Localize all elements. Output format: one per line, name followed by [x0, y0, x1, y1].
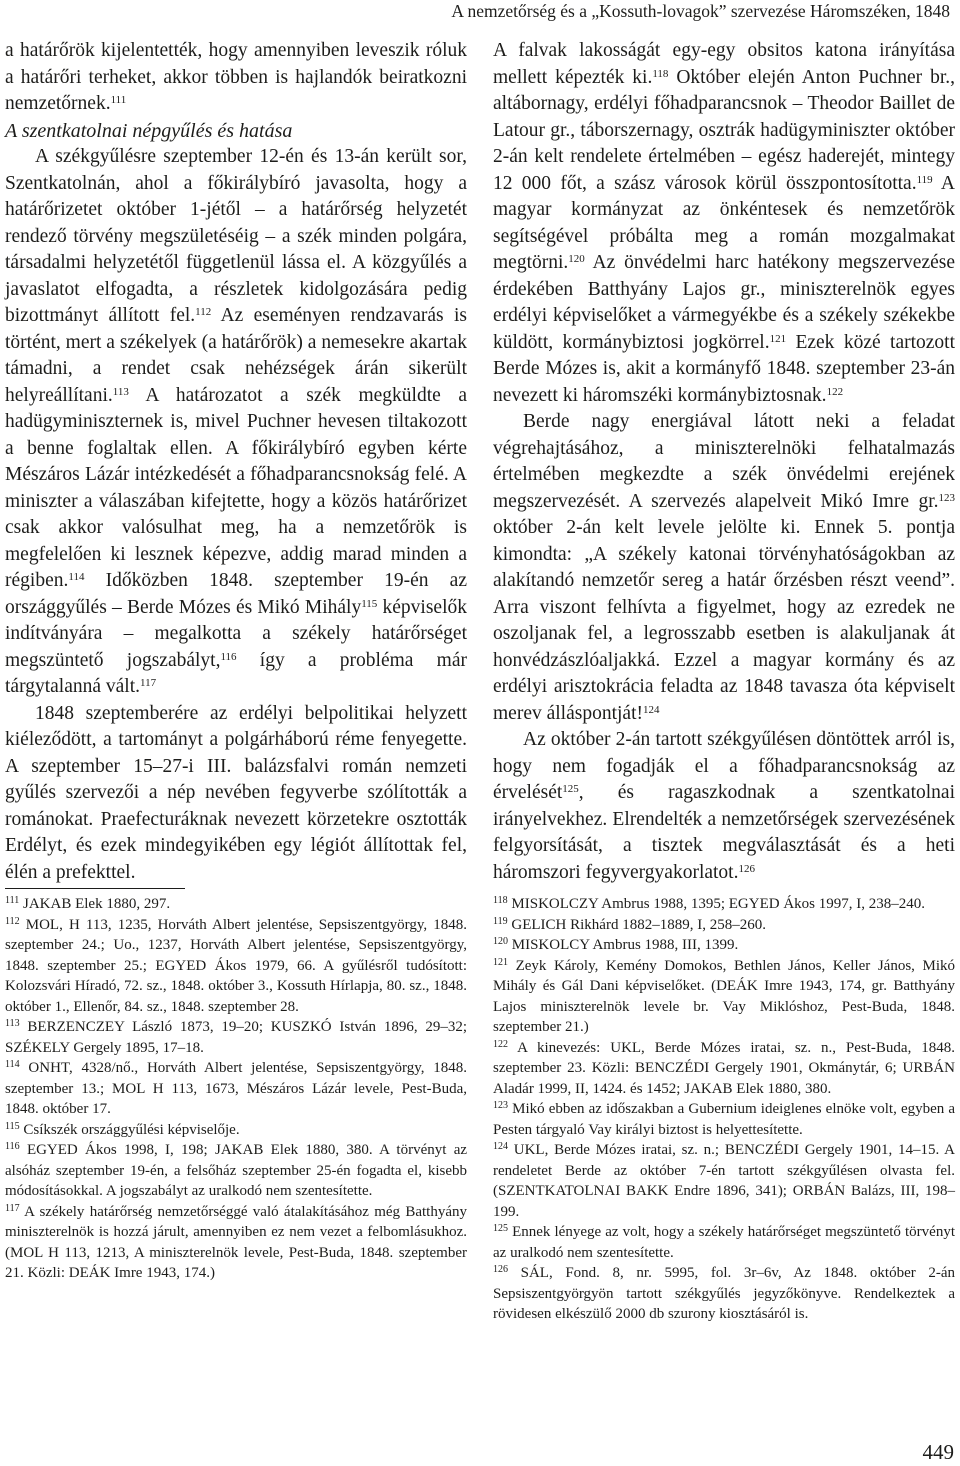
footnote-text: Csíkszék országgyűlési képviselője.	[23, 1121, 240, 1138]
footnote-text: ONHT, 4328/nő., Horváth Albert jelentése, Sepsiszentgyörgy, 1848. szeptember 13.; MOL H 113, 1673, Mészáros Lázár levele, Pest-Buda, 1848. október 17.	[5, 1060, 468, 1117]
footnote-text: Mikó ebben az időszakban a Gubernium ideiglenes elnöke volt, egyben a Pesten tárgyaló Vay királyi biztost is helyettesítette.	[493, 1101, 956, 1138]
footnote	[5, 1140, 467, 1202]
footnote-separator	[5, 888, 185, 889]
footnote	[493, 1263, 955, 1325]
paragraph-text: így a probléma már tárgytalanná vált.	[5, 649, 467, 697]
footnote	[5, 915, 467, 1018]
paragraph-text: , és ragaszkodnak a szentkatolnai irányelvekhez. Elrendelték a nemzetőrségek szervezésének felgyorsítását, a tisztek megválasztását és a heti háromszori fegyvergyakorlatot.	[493, 782, 955, 883]
footnote-number: 116	[5, 1141, 20, 1152]
footnote-text: GELICH Rikhárd 1882–1889, I, 258–260.	[511, 916, 766, 933]
left-column	[5, 38, 467, 886]
paragraph-text: Az önvédelmi harc hatékony megszervezése érdekében Batthyány Lajos gr., miniszterelnök egyes erdélyi képviselőket a vármegyékbe és a székely székekbe küldött, kormánybiztosi jogkörrel.	[493, 252, 955, 353]
paragraph-text: Berde nagy energiával látott neki a feladat végrehajtásához, a miniszterelnöki felhatalmazás értelmében megkezdte a szék önvédelmi erejének megszervezését. A szervezés alapelveit Mikó Imre gr.	[493, 411, 955, 512]
footnote-number: 112	[5, 915, 20, 927]
footnote-number: 111	[5, 895, 20, 906]
footnote	[493, 915, 955, 936]
footnote-ref[interactable]: 126	[738, 862, 755, 875]
footnote-number: 113	[5, 1018, 20, 1029]
footnote	[493, 1038, 955, 1100]
footnote-text: A székely határőrség nemzetőrséggé való átalakításához még Batthyány miniszterelnök is hozzá járult, amennyiben ez nem vezet a felbomlásukhoz. (MOL H 113, 1213, A miniszterelnök levele, Pest-Buda, 1848. szeptember 21. Közli: DEÁK Imre 1943, 174.)	[5, 1203, 467, 1281]
footnote	[5, 1017, 467, 1058]
footnote-text: Zeyk Károly, Kemény Domokos, Bethlen János, Keller János, Mikó Mihály és Gál Dani képviselőket. (DEÁK Imre 1943, 174, gr. Batthyány Lajos miniszterelnök levele br. Vay Miklóshoz, Pest-Buda, 1848. szeptember 21.)	[493, 957, 955, 1035]
footnote-text: A kinevezés: UKL, Berde Mózes iratai, sz. n., Pest-Buda, 1848. szeptember 23. Közli: BENCZÉDI Gergely 1901, Okmánytár, 6; URBÁN Aladár 1999, II, 1424. és 1452; JAKAB Elek 1880, 380.	[493, 1039, 955, 1097]
paragraph-text: A határozatot a szék megküldte a hadügyminiszternek is, mivel Puchner hevesen tiltakozott a benne foglaltak ellen. A főkirálybíró egyben kérte Mészáros Lázár intézkedését a főhadparancsnokság felé. A miniszter a válaszában kifejtette, hogy a közös határőrizet csak akkor valósulhat meg, ha a nemzetőrök is megfelelően ki lesznek képezve, addig marad minden a régiben.	[5, 384, 467, 591]
footnote-text: MISKOLCY Ambrus 1988, III, 1399.	[511, 937, 739, 953]
footnote-text: BERZENCZEY László 1873, 19–20; KUSZKÓ István 1896, 29–32; SZÉKELY Gergely 1895, 17–18.	[5, 1019, 467, 1056]
footnotes-left	[5, 894, 467, 1284]
footnote-text: SÁL, Fond. 8, nr. 5995, fol. 3r–6v, Az 1848. október 2-án Sepsiszentgyörgyön tartott székgyűlés jegyzőkönyve. Rendelkeztek a rövidesen elkészülő 2000 db szurony kiosztásáról is.	[493, 1265, 955, 1322]
paragraph-text: képviselők indítványára – megalkotta a székely határőrséget megszüntető jogszabályt,	[5, 596, 467, 671]
paragraph-text: Ezek közé tartozott Berde Mózes is, akit a kormányfő 1848. szeptember 23-án nevezett ki háromszéki kormánybiztosnak.	[493, 331, 955, 406]
paragraph-text: 1848 szeptemberére az erdélyi belpolitikai helyzett kiéleződött, a tartományt a polgárháború réme fenyegette. A szeptember 15–27-i III. balázsfalvi román nemzeti gyűlés szervezői a nép nevében fegyverbe szólították a románokat. Praefecturáknak nevezett körzetekre osztották Erdélyt, és ezek mindegyikében egy légiót állítottak fel, élén a prefekttel.	[5, 702, 467, 883]
footnote-number: 121	[493, 956, 508, 968]
paragraph	[5, 38, 467, 118]
footnote-ref[interactable]: 118	[652, 67, 669, 80]
paragraph-text: A székgyűlésre szeptember 12-én és 13-án került sor, Szentkatolnán, ahol a főkirálybíró javasolta, hogy a határőrizetet október 1-jétől – a határőrség helyzetét rendező törvény megszületéséig – a szék minden polgára, társadalmi helyzetétől függetlenül lássa el. A közgyűlés a javaslatot elfogadta, a részletek kidolgozására pedig bizottmányt állított fel.	[5, 146, 467, 326]
footnote	[5, 1058, 467, 1120]
running-header: A nemzetőrség és a „Kossuth-lovagok” szervezése Háromszéken, 1848	[451, 1, 950, 21]
footnote-ref[interactable]: 120	[568, 253, 585, 265]
footnote-text: MOL, H 113, 1235, Horváth Albert jelentése, Sepsiszentgyörgy, 1848. szeptember 24.; Uo., 1237, Horváth Albert jelentése, Sepsiszentgyörgy, 1848. szeptember 25.; EGYED Ákos 1979, 66. A gyűlésről tudósított: Kolozsvári Híradó, 72. sz., 1848. október 3., Kossuth Hírlapja, 80. sz., 1848. október 1., Ellenőr, 84. sz., 1848. szeptember 28.	[5, 916, 467, 1015]
footnote-number: 124	[493, 1141, 508, 1152]
footnote-number: 119	[493, 915, 508, 927]
footnote	[493, 935, 955, 956]
paragraph-text: Október elején Anton Puchner br., altábornagy, erdélyi főhadparancsnok – Theodor Baillet de Latour gr., táborszernagy, osztrák hadügyminiszter október 2-án kelt rendelete értelmében – egész haderejét, mintegy 12 000 főt, a szász városok körül összpontosította.	[493, 66, 955, 194]
footnote-text: Ennek lényege az volt, hogy a székely határőrséget megszüntető törvényt az uralkodó nem szentesítette.	[493, 1224, 956, 1261]
paragraph-text: október 2-án kelt levele jelölte ki. Ennek 5. pontja kimondta: „A székely katonai törvényhatóságokban az alakítandó nemzetőr sereg a határ őrzésben részt veend”. Arra viszont felhívta a figyelmet, hogy az ezredek ne oszoljanak fel, a legrosszabb esetben is alakuljanak át honvédzászlóaljakká. Ezzel a magyar kormány és az erdélyi arisztokrácia feladta az 1848 tavasza óta képviselt merev álláspontját!	[493, 517, 955, 724]
paragraph-text: a határőrök kijelentették, hogy amennyiben leveszik róluk a határőri terheket, akkor többen is hajlandók beiratkozni nemzetőrnek.	[5, 40, 467, 114]
paragraph	[493, 38, 955, 409]
footnote	[493, 894, 955, 915]
footnote	[5, 1202, 467, 1284]
footnote-number: 123	[493, 1100, 508, 1111]
paragraph-text: Időközben 1848. szeptember 19-én az országgyűlés – Berde Mózes és Mikó Mihály	[5, 570, 467, 618]
footnote-number: 115	[5, 1120, 20, 1132]
paragraph-text: Az október 2-án tartott székgyűlésen döntöttek arról is, hogy nem fogadják el a főhadparancsnokság az érvelését	[493, 729, 955, 803]
footnote	[493, 1140, 955, 1222]
footnote-ref[interactable]: 122	[826, 385, 844, 398]
section-title: A szentkatolnai népgyűlés és hatása	[5, 119, 293, 142]
footnote-ref[interactable]: 115	[361, 597, 378, 610]
right-column	[493, 38, 955, 886]
footnote-text: UKL, Berde Mózes iratai, sz. n.; BENCZÉDI Gergely 1901, 14–15. A rendeletet Berde az október 7-én tartott székgyűlésen olvasta fel. (SZENTKATOLNAI BAKK Endre 1896, 341); ORBÁN Balázs, III, 198–199.	[493, 1142, 956, 1220]
footnote-number: 118	[493, 895, 508, 906]
footnote-text: EGYED Ákos 1998, I, 198; JAKAB Elek 1880, 380. A törvényt az alsóház szeptember 19-én, a felsőház szeptember 25-én fogadta el, kisebb módosításokkal. A jogszabályt az uralkodó nem szentesítette.	[5, 1142, 468, 1199]
footnote-ref[interactable]: 113	[112, 385, 129, 398]
footnote-ref[interactable]: 121	[769, 332, 787, 345]
footnote-ref[interactable]: 111	[110, 94, 127, 106]
footnote	[5, 1120, 467, 1141]
footnote	[5, 894, 467, 915]
footnote-ref[interactable]: 116	[220, 650, 237, 663]
footnote-ref[interactable]: 114	[68, 571, 85, 583]
footnotes-right	[493, 894, 955, 1325]
paragraph	[493, 409, 955, 727]
footnote-number: 125	[493, 1223, 508, 1234]
footnote-ref[interactable]: 123	[938, 491, 955, 504]
footnote	[493, 956, 955, 1038]
paragraph	[5, 701, 467, 887]
paragraph-text: A falvak lakosságát egy-egy obsitos katona irányítása mellett képezték ki.	[493, 40, 955, 88]
paragraph	[493, 727, 955, 886]
footnote-ref[interactable]: 124	[642, 703, 660, 716]
footnote-ref[interactable]: 117	[140, 677, 157, 689]
footnote	[493, 1222, 955, 1263]
footnote-number: 120	[493, 936, 508, 947]
paragraph-text: A magyar kormányzat az önkéntesek és nemzetőrök segítségével próbálta meg a román mozgalmakat megtörni.	[493, 172, 955, 273]
footnote-text: JAKAB Elek 1880, 297.	[23, 896, 171, 912]
footnote-number: 114	[5, 1059, 20, 1070]
paragraph	[5, 144, 467, 701]
footnote-ref[interactable]: 125	[562, 783, 579, 795]
footnote	[493, 1099, 955, 1140]
paragraph-text: Az eseményen rendzavarás is történt, mert a székelyek (a határőrök) a nemesekre akartak támadni, a rendet csak nehézségek árán sikerült helyreállítani.	[5, 305, 467, 406]
footnote-number: 122	[493, 1038, 508, 1050]
page-number: 449	[922, 1440, 954, 1464]
footnote-number: 126	[493, 1264, 508, 1275]
footnote-ref[interactable]: 119	[916, 173, 933, 186]
footnote-ref[interactable]: 112	[195, 306, 212, 318]
footnote-number: 117	[5, 1202, 20, 1214]
footnote-text: MISKOLCZY Ambrus 1988, 1395; EGYED Ákos 1997, I, 238–240.	[511, 896, 925, 912]
